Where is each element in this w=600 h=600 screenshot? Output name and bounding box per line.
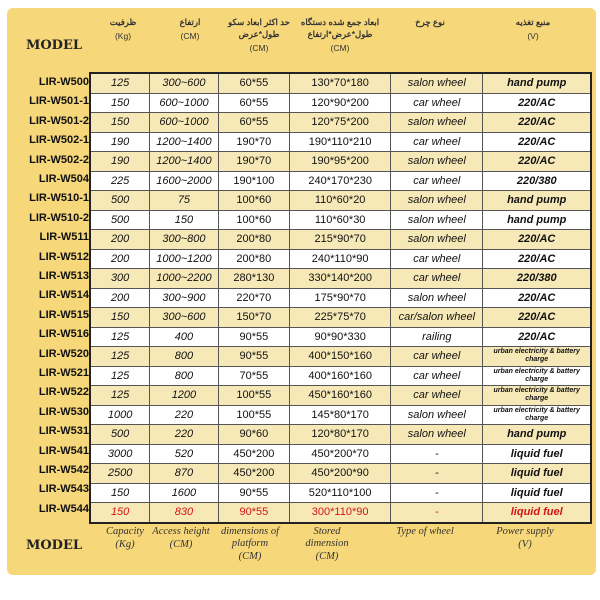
cell-wheel: car wheel bbox=[391, 269, 483, 289]
model-header-top: MODEL bbox=[25, 38, 83, 53]
cell-height: 870 bbox=[150, 464, 218, 484]
table-row bbox=[90, 132, 591, 152]
cell-height: 800 bbox=[150, 347, 218, 367]
cell-power: 220/AC bbox=[483, 230, 591, 250]
cell-capacity: 150 bbox=[90, 308, 150, 328]
cell-wheel: salon wheel bbox=[391, 191, 483, 211]
cell-capacity: 190 bbox=[90, 152, 150, 172]
cell-capacity: 125 bbox=[90, 347, 150, 367]
cell-power: urban electricity & battery charge bbox=[483, 366, 591, 386]
model-label: LIR-W520 bbox=[38, 347, 89, 360]
cell-power: 220/AC bbox=[483, 93, 591, 113]
model-label: LIR-W512 bbox=[38, 250, 89, 263]
cell-capacity: 225 bbox=[90, 171, 150, 191]
cell-capacity: 1000 bbox=[90, 405, 150, 425]
cell-wheel: salon wheel bbox=[391, 288, 483, 308]
cell-power: 220/AC bbox=[483, 132, 591, 152]
cell-platform: 60*55 bbox=[218, 93, 289, 113]
table-row bbox=[90, 483, 591, 503]
cell-wheel: salon wheel bbox=[391, 210, 483, 230]
cell-stored: 120*80*170 bbox=[290, 425, 391, 445]
cell-wheel: railing bbox=[391, 327, 483, 347]
header-fa-capacity: ظرفیت (Kg) bbox=[109, 17, 137, 41]
cell-capacity: 190 bbox=[90, 132, 150, 152]
cell-platform: 190*70 bbox=[218, 132, 289, 152]
cell-stored: 190*95*200 bbox=[290, 152, 391, 172]
cell-stored: 240*110*90 bbox=[290, 249, 391, 269]
cell-platform: 90*55 bbox=[218, 483, 289, 503]
cell-capacity: 200 bbox=[90, 288, 150, 308]
cell-platform: 220*70 bbox=[218, 288, 289, 308]
model-label: LIR-W501-1 bbox=[29, 95, 89, 108]
model-label: LIR-W502-2 bbox=[29, 153, 89, 166]
model-label: LIR-W510-2 bbox=[29, 211, 89, 224]
cell-power: 220/AC bbox=[483, 327, 591, 347]
cell-power: 220/AC bbox=[483, 113, 591, 133]
table-row bbox=[90, 210, 591, 230]
cell-wheel: - bbox=[391, 444, 483, 464]
cell-power: urban electricity & battery charge bbox=[483, 386, 591, 406]
cell-capacity: 300 bbox=[90, 269, 150, 289]
cell-platform: 70*55 bbox=[218, 366, 289, 386]
cell-height: 1000~1200 bbox=[150, 249, 218, 269]
model-label: LIR-W500 bbox=[38, 76, 89, 88]
table-row bbox=[90, 73, 591, 93]
model-label: LIR-W504 bbox=[38, 173, 89, 185]
cell-capacity: 500 bbox=[90, 191, 150, 211]
cell-wheel: car wheel bbox=[391, 366, 483, 386]
cell-power: urban electricity & battery charge bbox=[483, 347, 591, 367]
header-en-wheel: Type of wheel bbox=[396, 526, 454, 537]
cell-stored: 110*60*20 bbox=[290, 191, 391, 211]
cell-stored: 330*140*200 bbox=[290, 269, 391, 289]
model-header-bottom: MODEL bbox=[25, 538, 83, 553]
cell-power: liquid fuel bbox=[483, 503, 591, 523]
cell-platform: 150*70 bbox=[218, 308, 289, 328]
cell-height: 1200~1400 bbox=[150, 152, 218, 172]
model-label: LIR-W542 bbox=[38, 464, 89, 476]
header-en-capacity: Capacity (Kg) bbox=[106, 526, 144, 550]
cell-stored: 300*110*90 bbox=[290, 503, 391, 523]
table-row bbox=[90, 425, 591, 445]
cell-power: 220/AC bbox=[483, 308, 591, 328]
cell-power: 220/AC bbox=[483, 249, 591, 269]
cell-height: 220 bbox=[150, 405, 218, 425]
model-label: LIR-W544 bbox=[38, 502, 89, 515]
model-label: LIR-W502-1 bbox=[29, 134, 89, 147]
table-row bbox=[90, 191, 591, 211]
cell-wheel: car wheel bbox=[391, 132, 483, 152]
cell-platform: 90*55 bbox=[218, 503, 289, 523]
header-en-platform: dimensions of platform (CM) bbox=[220, 526, 280, 562]
cell-height: 75 bbox=[150, 191, 218, 211]
cell-platform: 60*55 bbox=[218, 113, 289, 133]
cell-wheel: car wheel bbox=[391, 249, 483, 269]
model-label: LIR-W541 bbox=[38, 444, 89, 457]
model-label: LIR-W516 bbox=[38, 328, 89, 341]
cell-capacity: 125 bbox=[90, 366, 150, 386]
cell-wheel: - bbox=[391, 464, 483, 484]
cell-power: liquid fuel bbox=[483, 483, 591, 503]
cell-wheel: car wheel bbox=[391, 347, 483, 367]
cell-wheel: salon wheel bbox=[391, 152, 483, 172]
cell-height: 300~800 bbox=[150, 230, 218, 250]
model-label: LIR-W510-1 bbox=[29, 192, 89, 205]
cell-power: hand pump bbox=[483, 425, 591, 445]
cell-capacity: 150 bbox=[90, 93, 150, 113]
cell-stored: 400*160*160 bbox=[290, 366, 391, 386]
header-fa-stored: ابعاد جمع شده دستگاه طول*عرض*ارتفاع (CM) bbox=[300, 17, 380, 53]
cell-capacity: 125 bbox=[90, 386, 150, 406]
table-row bbox=[90, 503, 591, 523]
cell-wheel: salon wheel bbox=[391, 405, 483, 425]
cell-height: 1600 bbox=[150, 483, 218, 503]
cell-capacity: 150 bbox=[90, 113, 150, 133]
cell-platform: 190*100 bbox=[218, 171, 289, 191]
cell-wheel: - bbox=[391, 503, 483, 523]
cell-capacity: 500 bbox=[90, 210, 150, 230]
cell-stored: 240*170*230 bbox=[290, 171, 391, 191]
cell-height: 300~600 bbox=[150, 73, 218, 93]
spec-table bbox=[89, 72, 592, 524]
cell-stored: 130*70*180 bbox=[290, 73, 391, 93]
table-row bbox=[90, 444, 591, 464]
cell-height: 600~1000 bbox=[150, 113, 218, 133]
cell-height: 520 bbox=[150, 444, 218, 464]
cell-capacity: 2500 bbox=[90, 464, 150, 484]
header-fa-power: منبع تغذیه (V) bbox=[515, 17, 551, 41]
cell-platform: 60*55 bbox=[218, 73, 289, 93]
cell-stored: 120*90*200 bbox=[290, 93, 391, 113]
cell-platform: 100*60 bbox=[218, 191, 289, 211]
cell-capacity: 150 bbox=[90, 483, 150, 503]
cell-stored: 120*75*200 bbox=[290, 113, 391, 133]
table-row bbox=[90, 347, 591, 367]
cell-power: 220/AC bbox=[483, 152, 591, 172]
cell-stored: 175*90*70 bbox=[290, 288, 391, 308]
cell-wheel: car wheel bbox=[391, 386, 483, 406]
model-label: LIR-W543 bbox=[38, 483, 89, 496]
cell-height: 220 bbox=[150, 425, 218, 445]
cell-height: 830 bbox=[150, 503, 218, 523]
cell-stored: 145*80*170 bbox=[290, 405, 391, 425]
cell-platform: 200*80 bbox=[218, 230, 289, 250]
header-fa-height: ارتفاع (CM) bbox=[179, 17, 201, 41]
model-label: LIR-W521 bbox=[38, 367, 89, 379]
cell-capacity: 125 bbox=[90, 73, 150, 93]
cell-platform: 100*55 bbox=[218, 386, 289, 406]
cell-power: 220/AC bbox=[483, 288, 591, 308]
cell-wheel: salon wheel bbox=[391, 230, 483, 250]
cell-height: 300~900 bbox=[150, 288, 218, 308]
cell-platform: 90*55 bbox=[218, 347, 289, 367]
cell-stored: 400*150*160 bbox=[290, 347, 391, 367]
table-row bbox=[90, 308, 591, 328]
model-label: LIR-W513 bbox=[38, 270, 89, 282]
cell-capacity: 125 bbox=[90, 327, 150, 347]
table-row bbox=[90, 113, 591, 133]
cell-platform: 450*200 bbox=[218, 444, 289, 464]
cell-stored: 90*90*330 bbox=[290, 327, 391, 347]
model-label: LIR-W515 bbox=[38, 308, 89, 321]
cell-height: 600~1000 bbox=[150, 93, 218, 113]
cell-platform: 100*60 bbox=[218, 210, 289, 230]
cell-stored: 110*60*30 bbox=[290, 210, 391, 230]
model-label: LIR-W501-2 bbox=[29, 114, 89, 127]
table-row bbox=[90, 327, 591, 347]
table-row bbox=[90, 269, 591, 289]
cell-wheel: car/salon wheel bbox=[391, 308, 483, 328]
cell-power: hand pump bbox=[483, 73, 591, 93]
header-en-stored: Stored dimension (CM) bbox=[305, 526, 349, 562]
cell-wheel: salon wheel bbox=[391, 73, 483, 93]
cell-stored: 225*75*70 bbox=[290, 308, 391, 328]
cell-power: hand pump bbox=[483, 191, 591, 211]
cell-stored: 450*160*160 bbox=[290, 386, 391, 406]
cell-height: 1000~2200 bbox=[150, 269, 218, 289]
table-row bbox=[90, 152, 591, 172]
cell-height: 1600~2000 bbox=[150, 171, 218, 191]
cell-wheel: car wheel bbox=[391, 171, 483, 191]
cell-wheel: - bbox=[391, 483, 483, 503]
cell-wheel: salon wheel bbox=[391, 425, 483, 445]
cell-platform: 200*80 bbox=[218, 249, 289, 269]
header-en-power: Power supply (V) bbox=[496, 526, 554, 550]
cell-stored: 520*110*100 bbox=[290, 483, 391, 503]
cell-wheel: salon wheel bbox=[391, 113, 483, 133]
table-row bbox=[90, 288, 591, 308]
cell-platform: 100*55 bbox=[218, 405, 289, 425]
cell-height: 1200 bbox=[150, 386, 218, 406]
cell-height: 150 bbox=[150, 210, 218, 230]
model-label: LIR-W531 bbox=[38, 425, 89, 438]
table-row bbox=[90, 366, 591, 386]
table-row bbox=[90, 405, 591, 425]
table-row bbox=[90, 93, 591, 113]
cell-power: liquid fuel bbox=[483, 444, 591, 464]
cell-power: 220/380 bbox=[483, 171, 591, 191]
table-row bbox=[90, 171, 591, 191]
cell-capacity: 3000 bbox=[90, 444, 150, 464]
cell-power: urban electricity & battery charge bbox=[483, 405, 591, 425]
cell-platform: 90*60 bbox=[218, 425, 289, 445]
cell-capacity: 500 bbox=[90, 425, 150, 445]
model-label: LIR-W530 bbox=[38, 405, 89, 418]
cell-platform: 190*70 bbox=[218, 152, 289, 172]
cell-platform: 90*55 bbox=[218, 327, 289, 347]
cell-platform: 450*200 bbox=[218, 464, 289, 484]
cell-stored: 215*90*70 bbox=[290, 230, 391, 250]
cell-stored: 450*200*90 bbox=[290, 464, 391, 484]
model-label: LIR-W511 bbox=[39, 231, 89, 244]
table-row bbox=[90, 230, 591, 250]
cell-height: 300~600 bbox=[150, 308, 218, 328]
header-en-height: Access height (CM) bbox=[152, 526, 210, 550]
cell-power: liquid fuel bbox=[483, 464, 591, 484]
cell-capacity: 200 bbox=[90, 249, 150, 269]
cell-power: 220/380 bbox=[483, 269, 591, 289]
model-label: LIR-W522 bbox=[38, 386, 89, 399]
cell-height: 800 bbox=[150, 366, 218, 386]
cell-stored: 190*110*210 bbox=[290, 132, 391, 152]
cell-stored: 450*200*70 bbox=[290, 444, 391, 464]
model-label: LIR-W514 bbox=[38, 289, 89, 302]
cell-capacity: 200 bbox=[90, 230, 150, 250]
cell-height: 1200~1400 bbox=[150, 132, 218, 152]
table-row bbox=[90, 386, 591, 406]
cell-wheel: car wheel bbox=[391, 93, 483, 113]
cell-platform: 280*130 bbox=[218, 269, 289, 289]
table-row bbox=[90, 249, 591, 269]
header-fa-platform: حد اکثر ابعاد سکو طول*عرض (CM) bbox=[228, 17, 290, 53]
cell-capacity: 150 bbox=[90, 503, 150, 523]
header-fa-wheel: نوع چرخ bbox=[415, 17, 445, 27]
table-row bbox=[90, 464, 591, 484]
cell-height: 400 bbox=[150, 327, 218, 347]
cell-power: hand pump bbox=[483, 210, 591, 230]
